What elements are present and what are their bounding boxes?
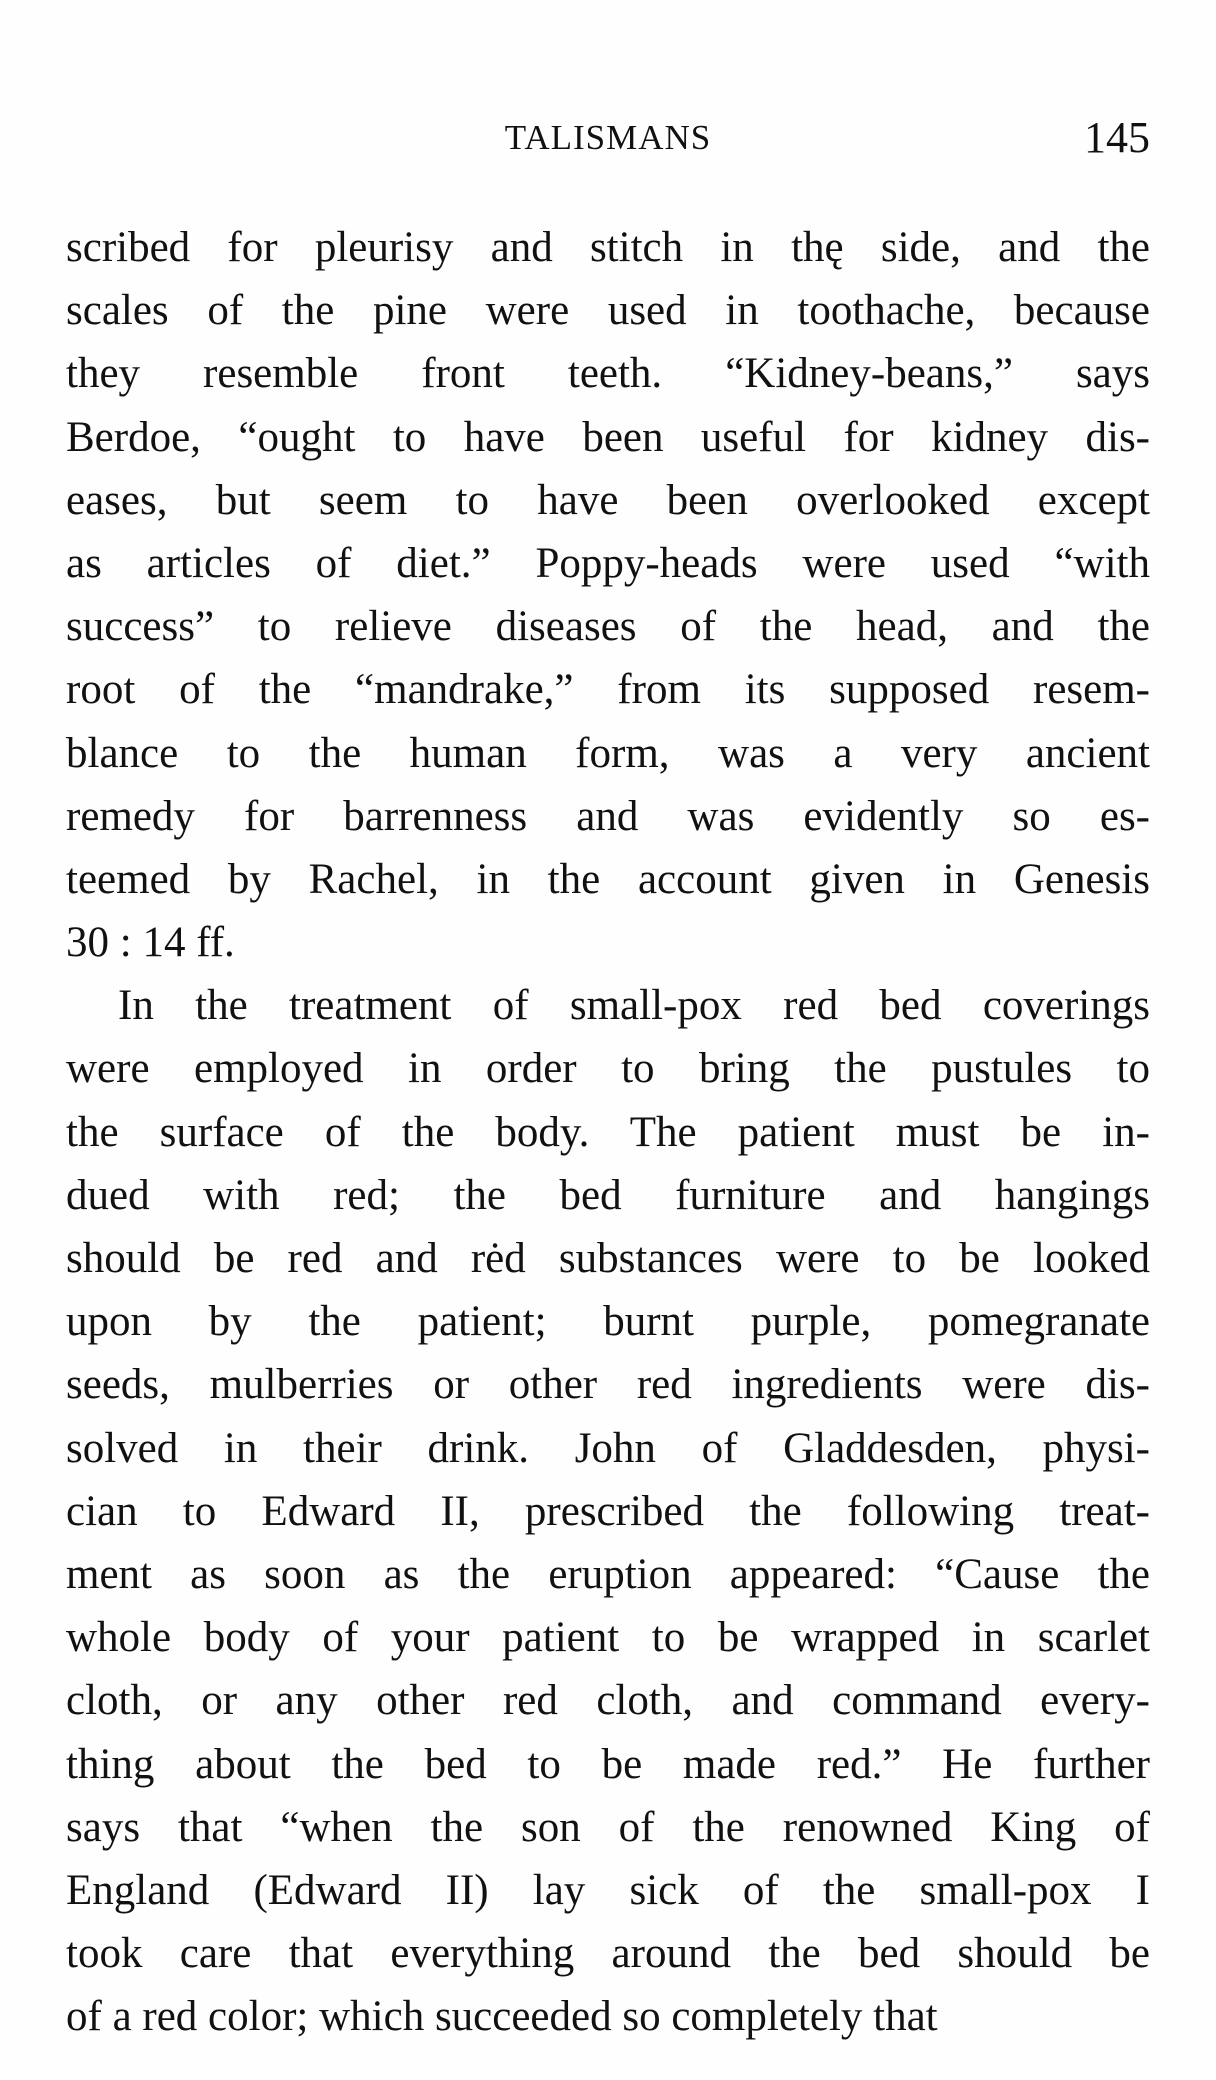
running-title: TALISMANS — [504, 118, 712, 157]
text-line: blance to the human form, was a very ancient — [66, 729, 1150, 777]
text-line: whole body of your patient to be wrapped in scarlet — [66, 1614, 1150, 1662]
paragraph — [66, 974, 1150, 2048]
text-line: of a red color; which succeeded so completely that — [66, 1993, 938, 2041]
text-line: upon by the patient; burnt purple, pomegranate — [66, 1298, 1150, 1346]
text-line: were employed in order to bring the pustules to — [66, 1045, 1150, 1093]
text-line: they resemble front teeth. “Kidney-beans,” says — [66, 350, 1150, 398]
text-line: 30 : 14 ff. — [66, 919, 235, 967]
text-line: cian to Edward II, prescribed the following treat- — [66, 1487, 1150, 1535]
text-line: says that “when the son of the renowned King of — [66, 1803, 1150, 1851]
body-text — [66, 216, 1150, 2048]
text-line: success” to relieve diseases of the head, and the — [66, 603, 1150, 651]
text-line: remedy for barrenness and was evidently so es- — [66, 792, 1150, 840]
paragraph — [66, 216, 1150, 974]
text-line: should be red and rėd substances were to be looked — [66, 1235, 1150, 1282]
text-line: England (Edward II) lay sick of the small-pox I — [66, 1866, 1150, 1914]
text-line: the surface of the body. The patient must be in- — [66, 1108, 1150, 1156]
text-line: scribed for pleurisy and stitch in thę side, and the — [66, 224, 1150, 271]
text-line: dued with red; the bed furniture and hangings — [66, 1171, 1150, 1219]
text-line: In the treatment of small-pox red bed coverings — [118, 982, 1150, 1030]
text-line: teemed by Rachel, in the account given in Genesis — [66, 855, 1150, 903]
text-line: seeds, mulberries or other red ingredients were dis- — [66, 1361, 1150, 1409]
text-line: cloth, or any other red cloth, and command every- — [66, 1677, 1150, 1725]
text-line: thing about the bed to be made red.” He further — [66, 1740, 1150, 1788]
text-line: Berdoe, “ought to have been useful for kidney dis- — [66, 413, 1150, 461]
text-line: ment as soon as the eruption appeared: “Cause the — [66, 1550, 1150, 1598]
text-line: root of the “mandrake,” from its supposed resem- — [66, 666, 1150, 714]
page-number: 145 — [1084, 113, 1150, 162]
text-line: took care that everything around the bed should be — [66, 1930, 1150, 1978]
text-line: eases, but seem to have been overlooked except — [66, 476, 1150, 524]
text-line: scales of the pine were used in toothache, because — [66, 287, 1150, 335]
text-line: as articles of diet.” Poppy-heads were used “with — [66, 539, 1150, 587]
text-line: solved in their drink. John of Gladdesden, physi- — [66, 1424, 1150, 1472]
running-head — [66, 112, 1150, 172]
